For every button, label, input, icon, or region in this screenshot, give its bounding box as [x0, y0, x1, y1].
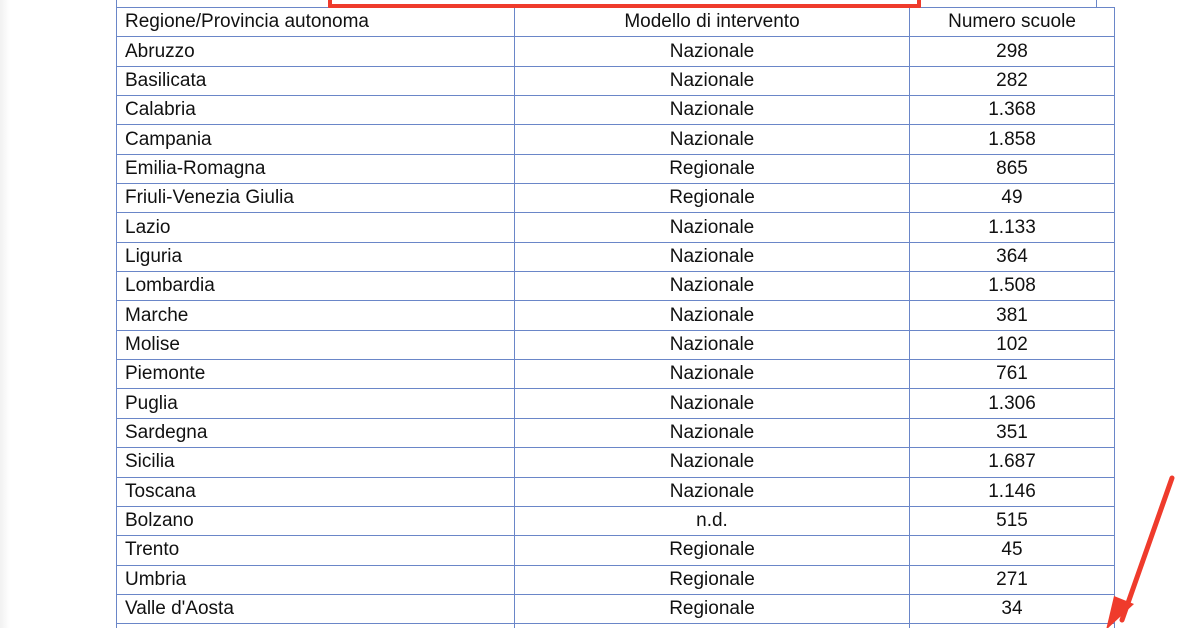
table-row — [117, 37, 1115, 66]
model-cell: Nazionale — [515, 330, 910, 359]
region-cell: Toscana — [117, 477, 515, 506]
region-cell: Basilicata — [117, 66, 515, 95]
model-cell: Nazionale — [515, 418, 910, 447]
school-count-cell: 351 — [910, 418, 1115, 447]
model-cell: Nazionale — [515, 96, 910, 125]
school-table-container — [116, 7, 1097, 628]
table-row — [117, 448, 1115, 477]
school-count-cell: 34 — [910, 594, 1115, 623]
region-cell: Calabria — [117, 96, 515, 125]
school-count-cell: 49 — [910, 184, 1115, 213]
table-row — [117, 565, 1115, 594]
model-cell: Regionale — [515, 594, 910, 623]
table-row — [117, 330, 1115, 359]
region-cell: Puglia — [117, 389, 515, 418]
table-row — [117, 477, 1115, 506]
school-count-cell: 1.133 — [910, 213, 1115, 242]
school-table — [116, 7, 1115, 628]
region-cell: Abruzzo — [117, 37, 515, 66]
school-count-cell: 761 — [910, 360, 1115, 389]
red-arrow-icon — [1096, 470, 1186, 628]
model-cell: Regionale — [515, 565, 910, 594]
region-cell: Emilia-Romagna — [117, 154, 515, 183]
table-row — [117, 624, 1115, 628]
school-count-cell: 298 — [910, 37, 1115, 66]
school-count-cell: 45 — [910, 536, 1115, 565]
table-row — [117, 96, 1115, 125]
school-count-cell: 282 — [910, 66, 1115, 95]
model-cell: Nazionale — [515, 448, 910, 477]
table-row — [117, 125, 1115, 154]
header-model: Modello di intervento — [515, 8, 910, 37]
region-cell: Umbria — [117, 565, 515, 594]
region-cell: Liguria — [117, 242, 515, 271]
table-row — [117, 184, 1115, 213]
school-count-cell: 102 — [910, 330, 1115, 359]
red-highlight-box — [328, 0, 921, 8]
table-row — [117, 389, 1115, 418]
model-cell: Nazionale — [515, 125, 910, 154]
table-row — [117, 272, 1115, 301]
school-count-cell: 381 — [910, 301, 1115, 330]
school-count-cell: 1.508 — [910, 272, 1115, 301]
region-cell: Valle d'Aosta — [117, 594, 515, 623]
model-cell: Regionale — [515, 536, 910, 565]
table-row — [117, 360, 1115, 389]
table-row — [117, 536, 1115, 565]
table-row — [117, 301, 1115, 330]
model-cell: Nazionale — [515, 272, 910, 301]
model-cell: Regionale — [515, 154, 910, 183]
school-count-cell — [910, 624, 1115, 628]
header-row — [117, 8, 1115, 37]
table-row — [117, 213, 1115, 242]
model-cell: Regionale — [515, 184, 910, 213]
region-cell: Bolzano — [117, 506, 515, 535]
table-row — [117, 66, 1115, 95]
model-cell: Nazionale — [515, 66, 910, 95]
table-row — [117, 242, 1115, 271]
model-cell: Nazionale — [515, 389, 910, 418]
table-row — [117, 594, 1115, 623]
school-count-cell: 1.306 — [910, 389, 1115, 418]
table-row — [117, 418, 1115, 447]
table-row — [117, 506, 1115, 535]
model-cell: Nazionale — [515, 301, 910, 330]
region-cell: Lombardia — [117, 272, 515, 301]
model-cell — [515, 624, 910, 628]
school-count-cell: 1.368 — [910, 96, 1115, 125]
region-cell — [117, 624, 515, 628]
table-row — [117, 154, 1115, 183]
header-school-count: Numero scuole — [910, 8, 1115, 37]
model-cell: Nazionale — [515, 242, 910, 271]
school-count-cell: 515 — [910, 506, 1115, 535]
model-cell: Nazionale — [515, 213, 910, 242]
region-cell: Lazio — [117, 213, 515, 242]
region-cell: Trento — [117, 536, 515, 565]
model-cell: Nazionale — [515, 360, 910, 389]
model-cell: n.d. — [515, 506, 910, 535]
school-count-cell: 271 — [910, 565, 1115, 594]
model-cell: Nazionale — [515, 477, 910, 506]
school-count-cell: 364 — [910, 242, 1115, 271]
page-edge-shadow — [0, 0, 10, 628]
region-cell: Marche — [117, 301, 515, 330]
school-count-cell: 865 — [910, 154, 1115, 183]
model-cell: Nazionale — [515, 37, 910, 66]
school-count-cell: 1.146 — [910, 477, 1115, 506]
header-region: Regione/Provincia autonoma — [117, 8, 515, 37]
region-cell: Friuli-Venezia Giulia — [117, 184, 515, 213]
region-cell: Sicilia — [117, 448, 515, 477]
region-cell: Molise — [117, 330, 515, 359]
table-header — [117, 8, 1115, 37]
region-cell: Sardegna — [117, 418, 515, 447]
school-count-cell: 1.687 — [910, 448, 1115, 477]
region-cell: Campania — [117, 125, 515, 154]
table-body — [117, 37, 1115, 628]
region-cell: Piemonte — [117, 360, 515, 389]
school-count-cell: 1.858 — [910, 125, 1115, 154]
